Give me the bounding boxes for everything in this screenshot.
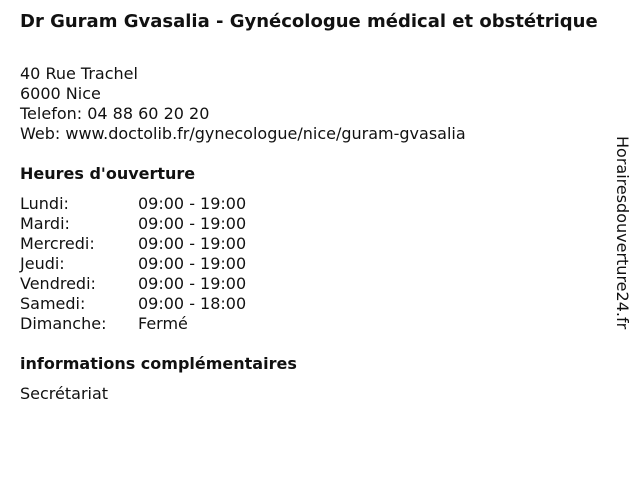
hours-time: 09:00 - 19:00	[138, 214, 247, 233]
hours-time: 09:00 - 19:00	[138, 194, 247, 213]
hours-row-friday	[20, 274, 246, 294]
hours-time: 09:00 - 19:00	[138, 254, 247, 273]
hours-time: 09:00 - 19:00	[138, 274, 247, 293]
hours-day: Lundi:	[20, 194, 69, 213]
hours-row-monday	[20, 194, 246, 214]
hours-day: Samedi:	[20, 294, 86, 313]
hours-row-sunday	[20, 314, 246, 334]
phone-number: Telefon: 04 88 60 20 20	[20, 104, 210, 123]
site-brand-label: Horairesdouverture24.fr	[613, 136, 632, 330]
street-address: 40 Rue Trachel	[20, 64, 138, 83]
hours-heading: Heures d'ouverture	[20, 164, 196, 183]
hours-day: Mardi:	[20, 214, 70, 233]
hours-day: Jeudi:	[20, 254, 65, 273]
hours-row-thursday	[20, 254, 246, 274]
hours-row-saturday	[20, 294, 246, 314]
hours-table	[20, 194, 246, 334]
hours-time: Fermé	[138, 314, 188, 333]
extra-info-text: Secrétariat	[20, 384, 109, 403]
hours-day: Mercredi:	[20, 234, 95, 253]
hours-time: 09:00 - 19:00	[138, 234, 247, 253]
hours-row-tuesday	[20, 214, 246, 234]
hours-time: 09:00 - 18:00	[138, 294, 247, 313]
website-link[interactable]: Web: www.doctolib.fr/gynecologue/nice/guram-gvasalia	[20, 124, 466, 143]
address-block	[20, 64, 466, 144]
page-title: Dr Guram Gvasalia - Gynécologue médical et obstétrique	[20, 11, 598, 32]
city-address: 6000 Nice	[20, 84, 101, 103]
hours-row-wednesday	[20, 234, 246, 254]
extra-info-heading: informations complémentaires	[20, 354, 297, 373]
hours-day: Dimanche:	[20, 314, 107, 333]
hours-day: Vendredi:	[20, 274, 96, 293]
